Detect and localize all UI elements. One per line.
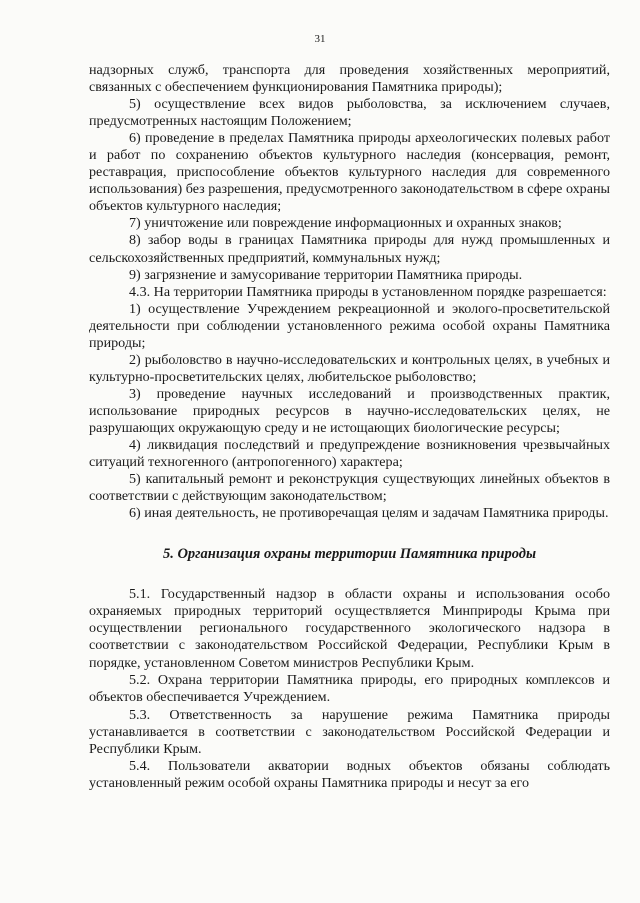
paragraph: 9) загрязнение и замусоривание территории Памятника природы. <box>129 266 523 283</box>
paragraph: 5.1. Государственный надзор в области охраны и использования особо охраняемых природных территорий осуществляется Минприроды Крыма при осуществлении регионального государственного экологического надзора в соответствии с законодательством Российской Федерации, Республики Крым в порядке, установленном Советом министров Республики Крым. <box>89 586 610 671</box>
paragraph: 5.2. Охрана территории Памятника природы, его природных комплексов и объектов обеспечивается Учреждением. <box>89 672 610 706</box>
paragraph: 3) проведение научных исследований и производственных практик, использование природных ресурсов в научно-исследовательских целях, не разрушающих окружающую среду и не истощающих биологические ресурсы; <box>89 385 610 436</box>
paragraph: 7) уничтожение или повреждение информационных и охранных знаков; <box>129 215 562 232</box>
paragraph: 2) рыболовство в научно-исследовательских и контрольных целях, в учебных и культурно-просветительских целях, любительское рыболовство; <box>89 351 610 385</box>
paragraph: надзорных служб, транспорта для проведения хозяйственных мероприятий, связанных с обеспечением функционирования Памятника природы); <box>89 62 610 96</box>
paragraph: 8) забор воды в границах Памятника природы для нужд промышленных и сельскохозяйственных предприятий, коммунальных нужд; <box>89 232 610 266</box>
section-5-heading: 5. Организация охраны территории Памятника природы <box>162 546 537 563</box>
paragraph: 5) капитальный ремонт и реконструкция существующих линейных объектов в соответствии с действующим законодательством; <box>89 471 610 505</box>
paragraph: 6) проведение в пределах Памятника природы археологических полевых работ и работ по сохранению объектов культурного наследия (консервация, ремонт, реставрация, приспособление объектов культурного наследия для современного использования) без разрешения, предусмотренного законодательством в сфере охраны объектов культурного наследия; <box>89 130 610 215</box>
paragraph: 5.3. Ответственность за нарушение режима Памятника природы устанавливается в соответствии с законодательством Российской Федерации и Республики Крым. <box>89 706 610 757</box>
page-number: 31 <box>314 33 326 45</box>
paragraph: 5.4. Пользователи акватории водных объектов обязаны соблюдать установленный режим особой охраны Памятника природы и несут за его <box>89 758 610 792</box>
paragraph: 6) иная деятельность, не противоречащая целям и задачам Памятника природы. <box>129 505 609 522</box>
paragraph: 4.3. На территории Памятника природы в установленном порядке разрешается: <box>129 283 607 300</box>
paragraph: 5) осуществление всех видов рыболовства, за исключением случаев, предусмотренных настоящим Положением; <box>89 96 610 130</box>
paragraph: 1) осуществление Учреждением рекреационной и эколого-просветительской деятельности при соблюдении установленного режима особой охраны Памятника природы; <box>89 300 610 351</box>
page-body <box>89 62 610 793</box>
paragraph: 4) ликвидация последствий и предупреждение возникновения чрезвычайных ситуаций техногенного (антропогенного) характера; <box>89 437 610 471</box>
section-4-continuation <box>89 62 610 522</box>
section-5 <box>89 586 610 792</box>
